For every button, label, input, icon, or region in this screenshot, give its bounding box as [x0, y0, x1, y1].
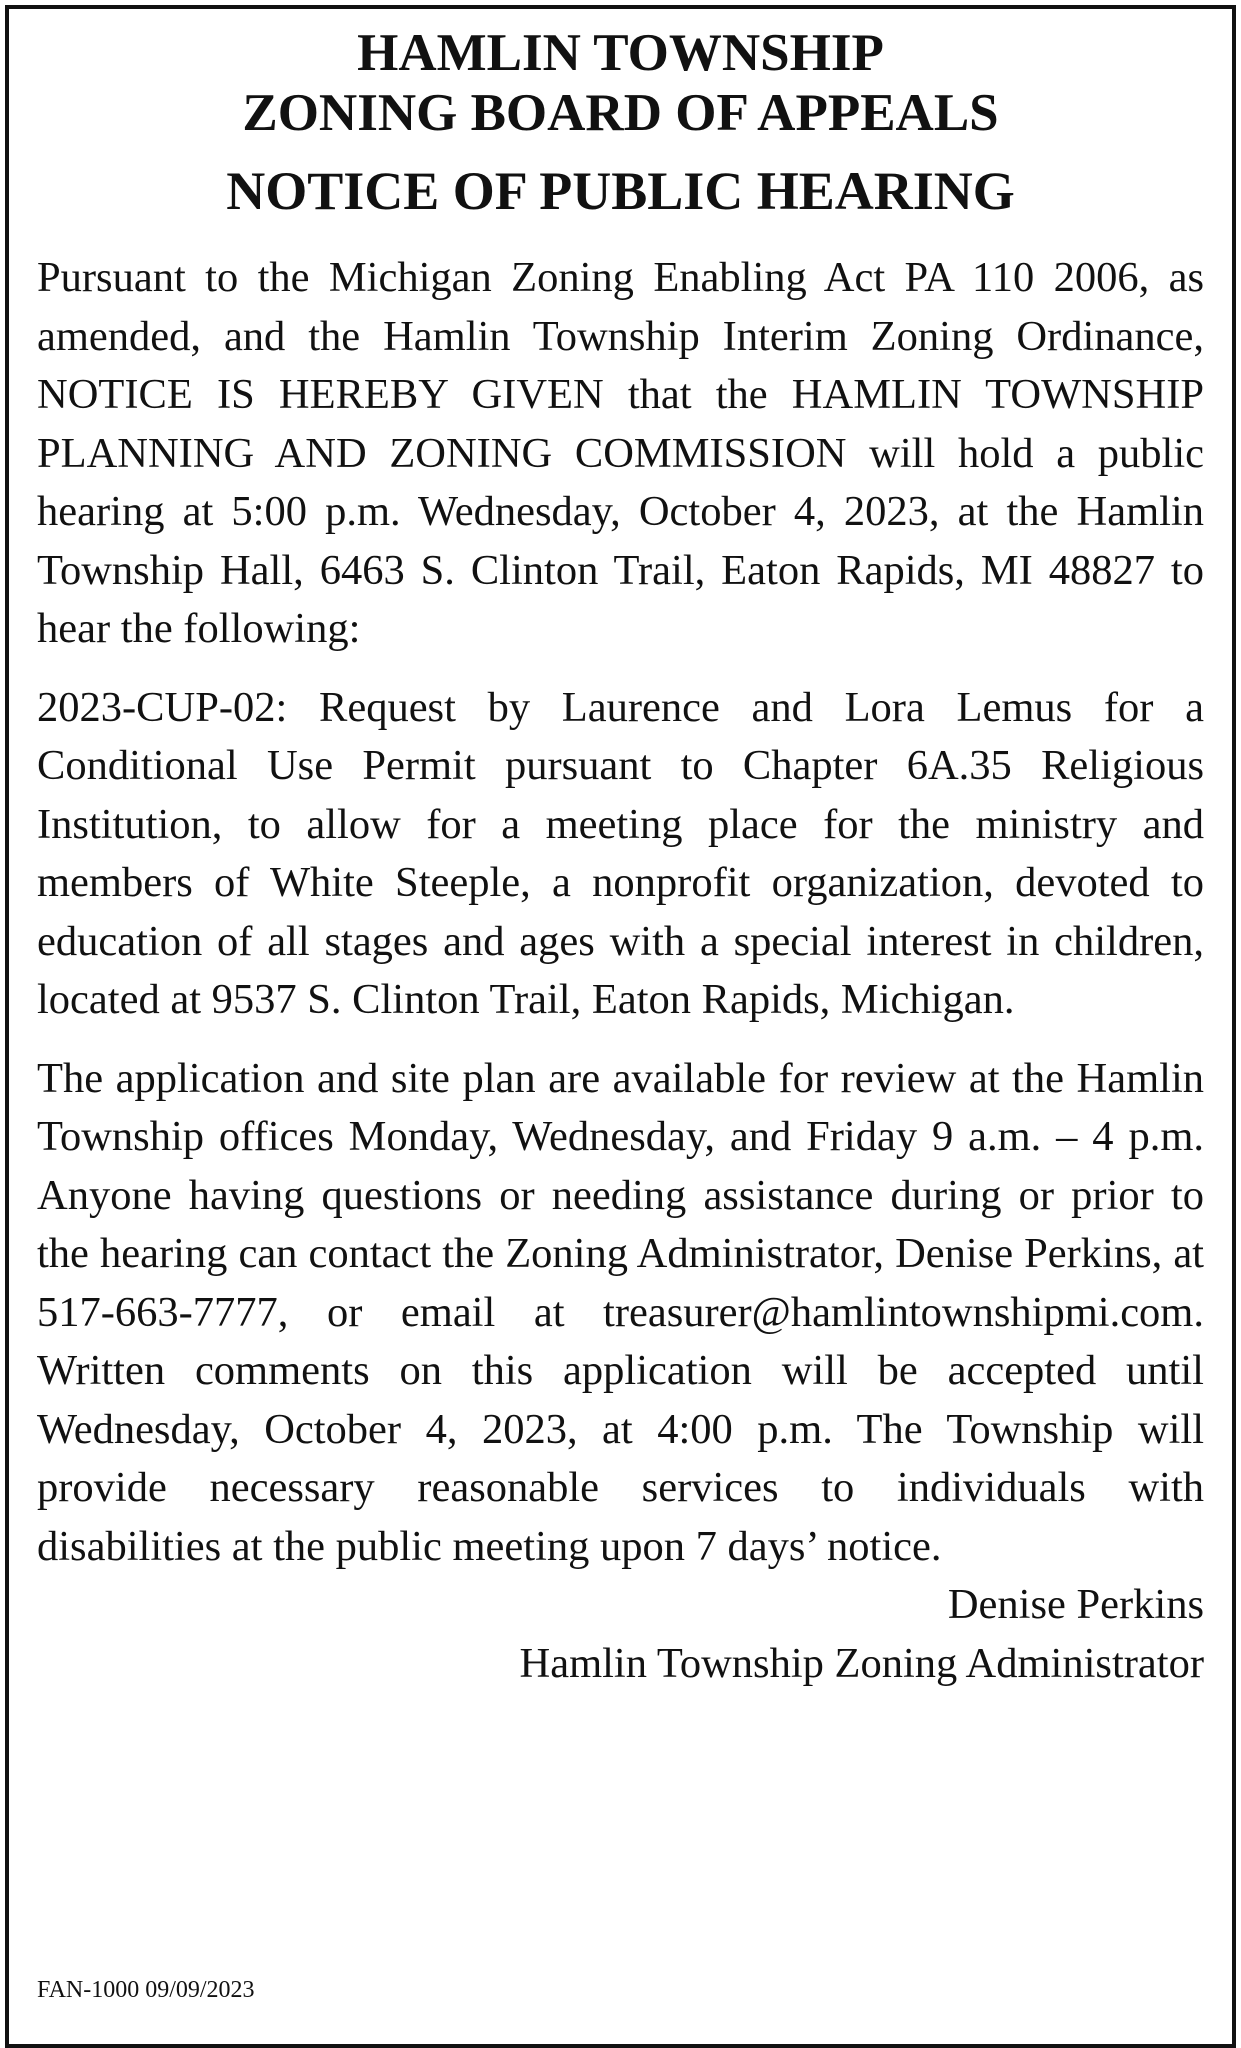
permit-request-paragraph: 2023-CUP-02: Request by Laurence and Lora Lemus for a Conditional Use Permit pursuant to Chapter 6A.35 Religious Institution, to allow for a meeting place for the ministry and members of White Steeple, a nonprofit organization, devoted to education of all stages and ages with a special interest in children, located at 9537 S. Clinton Trail, Eaton Rapids, Michigan.	[37, 683, 1204, 1023]
signature-title: Hamlin Township Zoning Administrator	[519, 1639, 1204, 1687]
notice-title: NOTICE OF PUBLIC HEARING	[226, 161, 1015, 221]
hearing-announcement-paragraph: Pursuant to the Michigan Zoning Enabling Act PA 110 2006, as amended, and the Hamlin Township Interim Zoning Ordinance, NOTICE IS HEREBY GIVEN that the HAMLIN TOWNSHIP PLANNING AND ZONING COMMISSION will hold a public hearing at 5:00 p.m. Wednesday, October 4, 2023, at the Hamlin Township Hall, 6463 S. Clinton Trail, Eaton Rapids, MI 48827 to hear the following:	[37, 254, 1204, 652]
board-heading: ZONING BOARD OF APPEALS	[242, 84, 999, 142]
notice-content	[37, 23, 1204, 2044]
notice-frame	[5, 5, 1236, 2048]
township-heading: HAMLIN TOWNSHIP	[357, 24, 884, 82]
review-info-paragraph: The application and site plan are available for review at the Hamlin Township offices Monday, Wednesday, and Friday 9 a.m. – 4 p.m. Anyone having questions or needing assistance during or prior to the hearing can contact the Zoning Administrator, Denise Perkins, at 517-663-7777, or email at treasurer@hamlintownshipmi.com. Written comments on this application will be accepted until Wednesday, October 4, 2023, at 4:00 p.m. The Township will provide necessary reasonable services to individuals with disabilities at the public meeting upon 7 days’ notice.	[37, 1054, 1204, 1570]
signature-name: Denise Perkins	[947, 1581, 1204, 1628]
publication-code: FAN-1000 09/09/2023	[37, 1977, 255, 2003]
